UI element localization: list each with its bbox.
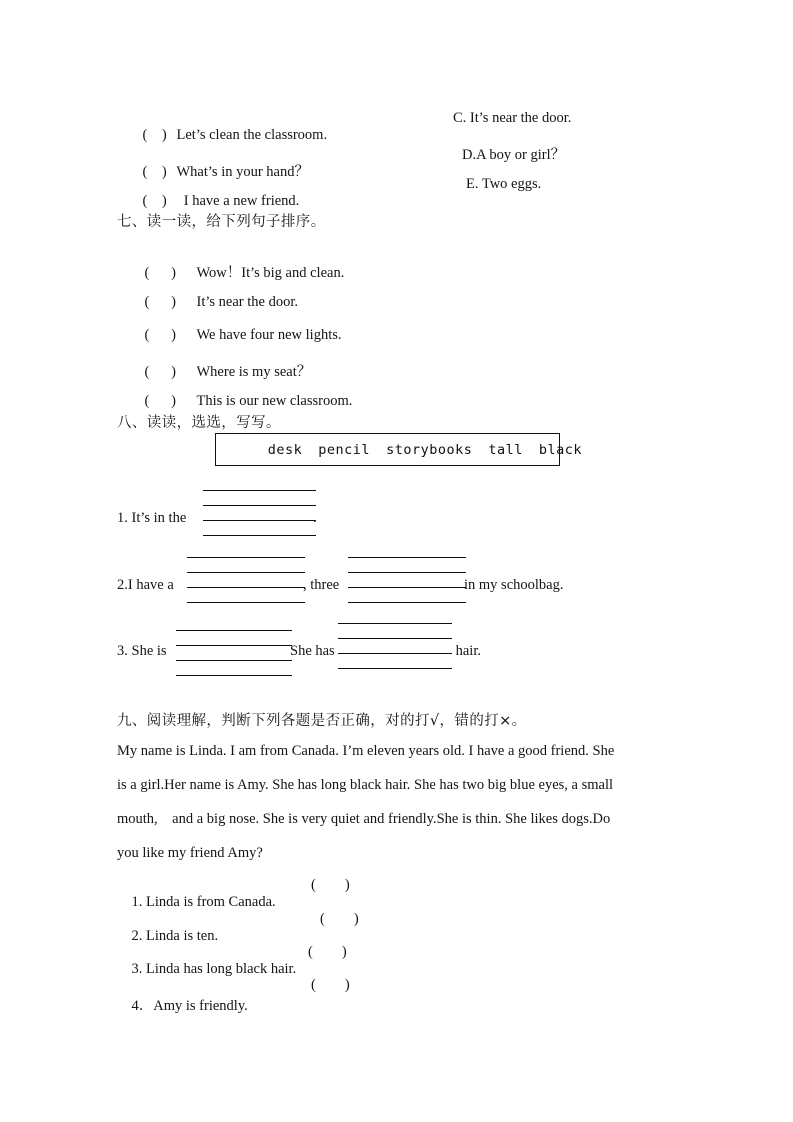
order-answer-paren[interactable]: ( ) — [144, 294, 176, 310]
order-row-text: This is our new classroom. — [196, 393, 353, 409]
tf-answer-paren[interactable]: ( ) — [308, 944, 347, 960]
match-option-e: E. Two eggs. — [466, 176, 542, 192]
word-bank-item: black — [538, 441, 583, 458]
match-option-d: D.A boy or girl？ — [462, 147, 566, 163]
tf-question-text: 2. Linda is ten. — [131, 928, 219, 944]
tf-answer-paren[interactable]: ( ) — [311, 877, 350, 893]
writing-guide-lines[interactable] — [187, 557, 305, 603]
word-bank-words — [216, 426, 583, 474]
order-answer-paren[interactable]: ( ) — [144, 393, 176, 409]
word-bank-box — [215, 433, 583, 466]
tf-question-text: 4．Amy is friendly. — [131, 998, 248, 1014]
writing-guide-lines[interactable] — [338, 623, 452, 669]
writing-guide-lines[interactable] — [176, 630, 292, 676]
word-bank-item: storybooks — [386, 441, 473, 458]
word-bank-item: pencil — [318, 441, 371, 458]
section-nine-heading: 九、阅读理解，判断下列各题是否正确，对的打√，错的打×。 — [117, 713, 527, 729]
order-row-text: Wow！It’s big and clean. — [196, 265, 345, 281]
order-row-text: Where is my seat？ — [196, 364, 312, 380]
tf-question-text: 1. Linda is from Canada. — [131, 894, 276, 910]
order-answer-paren[interactable]: ( ) — [144, 327, 176, 343]
writing-guide-lines[interactable] — [203, 490, 316, 536]
passage-line: mouth, and a big nose. She is very quiet and friendly.She is thin. She likes dogs.Do — [117, 811, 611, 827]
writing-guide-lines[interactable] — [348, 557, 466, 603]
match-answer-paren[interactable]: ( ) — [142, 193, 167, 209]
fill-item-1-lead: 1. It’s in the — [117, 510, 187, 526]
match-row-text: I have a new friend. — [176, 193, 300, 209]
order-row-text: We have four new lights. — [196, 327, 342, 343]
fill-item-2-tail: in my schoolbag. — [464, 577, 564, 593]
section-seven-heading: 七、读一读，给下列句子排序。 — [117, 214, 326, 230]
fill-item-2-lead: 2.I have a — [117, 577, 174, 593]
passage-line: you like my friend Amy? — [117, 845, 263, 861]
order-answer-paren[interactable]: ( ) — [144, 265, 176, 281]
order-row-text: It’s near the door. — [196, 294, 298, 310]
passage-line: My name is Linda. I am from Canada. I’m eleven years old. I have a good friend. She — [117, 743, 615, 759]
fill-item-3-tail: hair. — [452, 643, 481, 659]
match-option-c: C. It’s near the door. — [453, 110, 572, 126]
section-eight-heading: 八、读读，选选，写写。 — [117, 415, 281, 431]
order-answer-paren[interactable]: ( ) — [144, 364, 176, 380]
tf-answer-paren[interactable]: ( ) — [320, 911, 359, 927]
fill-item-1-tail: . — [313, 510, 317, 526]
tf-question-text: 3. Linda has long black hair. — [131, 961, 297, 977]
fill-item-3-lead: 3. She is — [117, 643, 167, 659]
passage-line: is a girl.Her name is Amy. She has long black hair. She has two big blue eyes, a small — [117, 777, 613, 793]
fill-item-2-mid: , three — [303, 577, 340, 593]
match-row-text: What’s in your hand？ — [176, 164, 309, 180]
tf-answer-paren[interactable]: ( ) — [311, 977, 350, 993]
fill-item-3-mid: She has — [290, 643, 335, 659]
match-answer-paren[interactable]: ( ) — [142, 127, 167, 143]
match-row-text: Let’s clean the classroom. — [176, 127, 328, 143]
word-bank-item: tall — [488, 441, 523, 458]
match-answer-paren[interactable]: ( ) — [142, 164, 167, 180]
tf-question-row — [117, 977, 248, 1032]
word-bank-item: desk — [267, 441, 303, 458]
